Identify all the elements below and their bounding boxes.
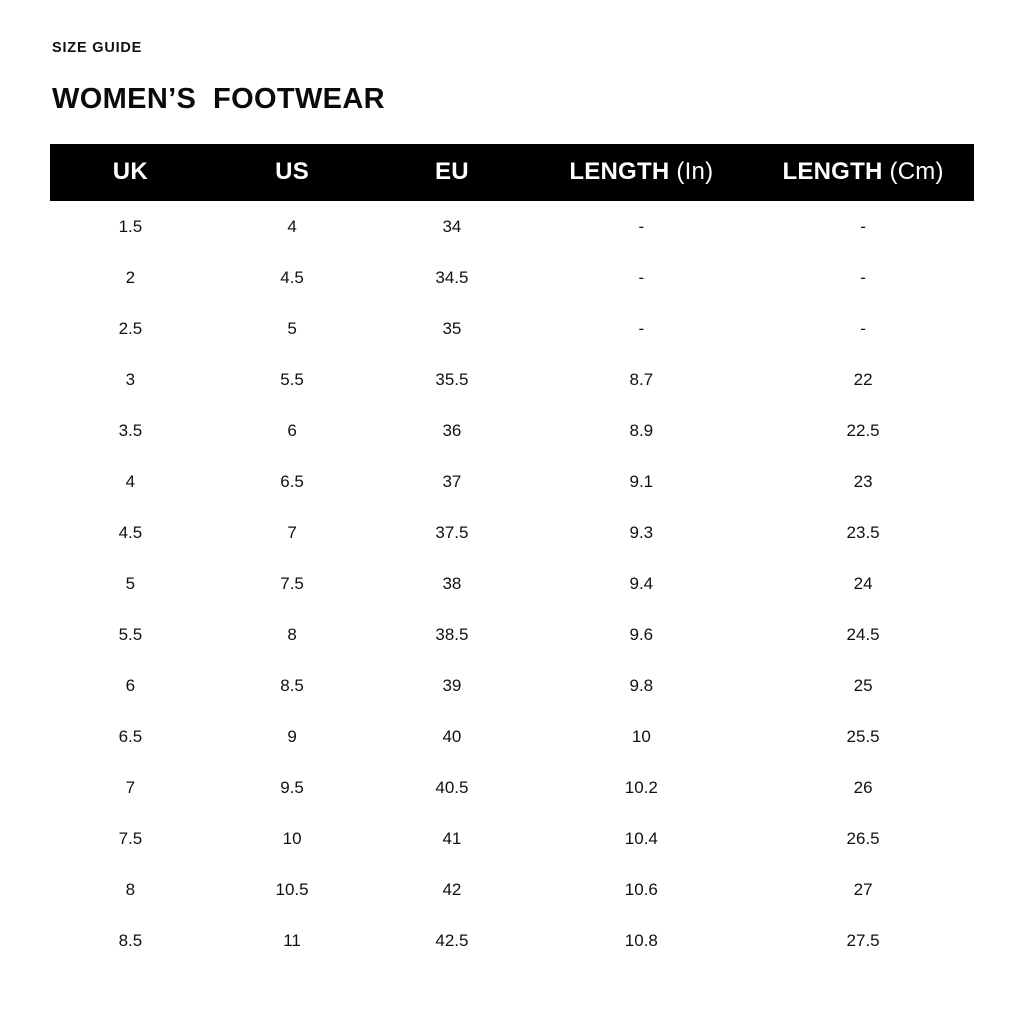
cell-length-in: 10	[631, 726, 651, 746]
table-row	[50, 762, 974, 813]
table-row	[50, 864, 974, 915]
cell-us: 6.5	[280, 471, 304, 491]
page-title: WOMEN’S FOOTWEAR	[52, 83, 385, 115]
cell-eu: 34	[442, 216, 462, 236]
cell-length-cm: 25.5	[846, 726, 880, 746]
cell-uk: 7.5	[118, 828, 143, 848]
cell-uk: 7	[125, 777, 136, 797]
cell-eu: 42	[442, 879, 462, 899]
cell-uk: 3.5	[118, 420, 143, 440]
cell-length-cm: 22	[853, 369, 873, 389]
cell-eu: 34.5	[435, 267, 469, 287]
table-row	[50, 609, 974, 660]
size-chart-table	[50, 144, 974, 966]
cell-length-in: -	[638, 216, 645, 236]
cell-length-in: 9.1	[629, 471, 654, 491]
cell-length-cm: 25	[853, 675, 873, 695]
cell-eu: 35.5	[435, 369, 469, 389]
cell-uk: 1.5	[118, 216, 143, 236]
cell-uk: 3	[125, 369, 136, 389]
cell-uk: 6.5	[118, 726, 143, 746]
cell-us: 9.5	[280, 777, 304, 797]
table-row	[50, 558, 974, 609]
cell-length-in: 10.6	[624, 879, 658, 899]
cell-length-in: 10.4	[624, 828, 658, 848]
table-row	[50, 354, 974, 405]
cell-eu: 41	[442, 828, 462, 848]
column-header-us	[211, 144, 374, 201]
cell-eu: 38.5	[435, 624, 469, 644]
column-header-eu-label: EU	[435, 158, 469, 185]
cell-length-in: 10.2	[624, 777, 658, 797]
cell-length-cm: 27	[853, 879, 873, 899]
table-row	[50, 456, 974, 507]
column-header-length-cm-unit: (Cm)	[889, 158, 944, 185]
table-header-row	[50, 144, 974, 201]
column-header-length-in-label: LENGTH	[569, 158, 677, 185]
cell-us: 11	[283, 930, 301, 950]
cell-uk: 6	[125, 675, 136, 695]
cell-length-cm: 26.5	[846, 828, 880, 848]
cell-us: 9	[287, 726, 297, 746]
column-header-us-label: US	[275, 158, 309, 185]
cell-us: 5	[287, 318, 297, 338]
cell-length-cm: 22.5	[846, 420, 880, 440]
cell-length-cm: 26	[853, 777, 873, 797]
cell-length-in: 9.8	[629, 675, 654, 695]
column-header-uk-label: UK	[112, 158, 148, 185]
cell-us: 7	[287, 522, 297, 542]
cell-eu: 38	[442, 573, 462, 593]
cell-us: 10	[282, 828, 302, 848]
cell-length-in: 9.6	[629, 624, 654, 644]
cell-eu: 36	[442, 420, 462, 440]
table-row	[50, 915, 974, 966]
cell-length-cm: -	[860, 216, 866, 236]
cell-us: 10.5	[275, 879, 309, 899]
table-row	[50, 813, 974, 864]
cell-uk: 4.5	[118, 522, 143, 542]
table-row	[50, 660, 974, 711]
cell-length-cm: 23.5	[846, 522, 880, 542]
column-header-length-in	[530, 144, 752, 201]
column-header-length-cm	[752, 144, 974, 201]
cell-length-in: 8.9	[629, 420, 654, 440]
cell-uk: 4	[125, 471, 136, 491]
cell-us: 4	[287, 216, 297, 236]
cell-uk: 2.5	[118, 318, 143, 338]
cell-uk: 5.5	[118, 624, 143, 644]
cell-length-cm: 24.5	[846, 624, 880, 644]
cell-eu: 40.5	[435, 777, 469, 797]
table-header	[50, 144, 974, 201]
eyebrow-label: SIZE GUIDE	[52, 40, 143, 56]
cell-length-in: -	[638, 267, 645, 287]
cell-us: 7.5	[280, 573, 304, 593]
column-header-length-in-unit: (In)	[676, 158, 714, 185]
table-row	[50, 303, 974, 354]
cell-length-cm: 23	[853, 471, 873, 491]
cell-eu: 35	[442, 318, 462, 338]
cell-us: 8.5	[280, 675, 304, 695]
column-header-uk	[50, 144, 211, 201]
cell-eu: 42.5	[435, 930, 469, 950]
cell-eu: 39	[442, 675, 462, 695]
table-row	[50, 201, 974, 252]
cell-eu: 37	[442, 471, 462, 491]
cell-eu: 37.5	[435, 522, 469, 542]
cell-us: 8	[287, 624, 297, 644]
cell-length-in: 9.4	[629, 573, 654, 593]
column-header-length-cm-label: LENGTH	[782, 158, 890, 185]
column-header-eu	[373, 144, 530, 201]
cell-uk: 2	[125, 267, 136, 287]
cell-us: 6	[287, 420, 297, 440]
table-body	[50, 201, 974, 966]
cell-length-in: 8.7	[629, 369, 654, 389]
table-row	[50, 507, 974, 558]
cell-us: 4.5	[280, 267, 304, 287]
table-row	[50, 252, 974, 303]
cell-length-in: 10.8	[624, 930, 658, 950]
cell-us: 5.5	[280, 369, 304, 389]
cell-length-cm: 24	[853, 573, 873, 593]
cell-length-cm: 27.5	[846, 930, 880, 950]
table-row	[50, 405, 974, 456]
cell-length-in: -	[638, 318, 645, 338]
cell-eu: 40	[442, 726, 462, 746]
cell-length-cm: -	[860, 318, 866, 338]
cell-length-cm: -	[860, 267, 866, 287]
cell-uk: 8	[125, 879, 136, 899]
cell-uk: 5	[125, 573, 136, 593]
cell-length-in: 9.3	[629, 522, 654, 542]
cell-uk: 8.5	[118, 930, 143, 950]
table-row	[50, 711, 974, 762]
